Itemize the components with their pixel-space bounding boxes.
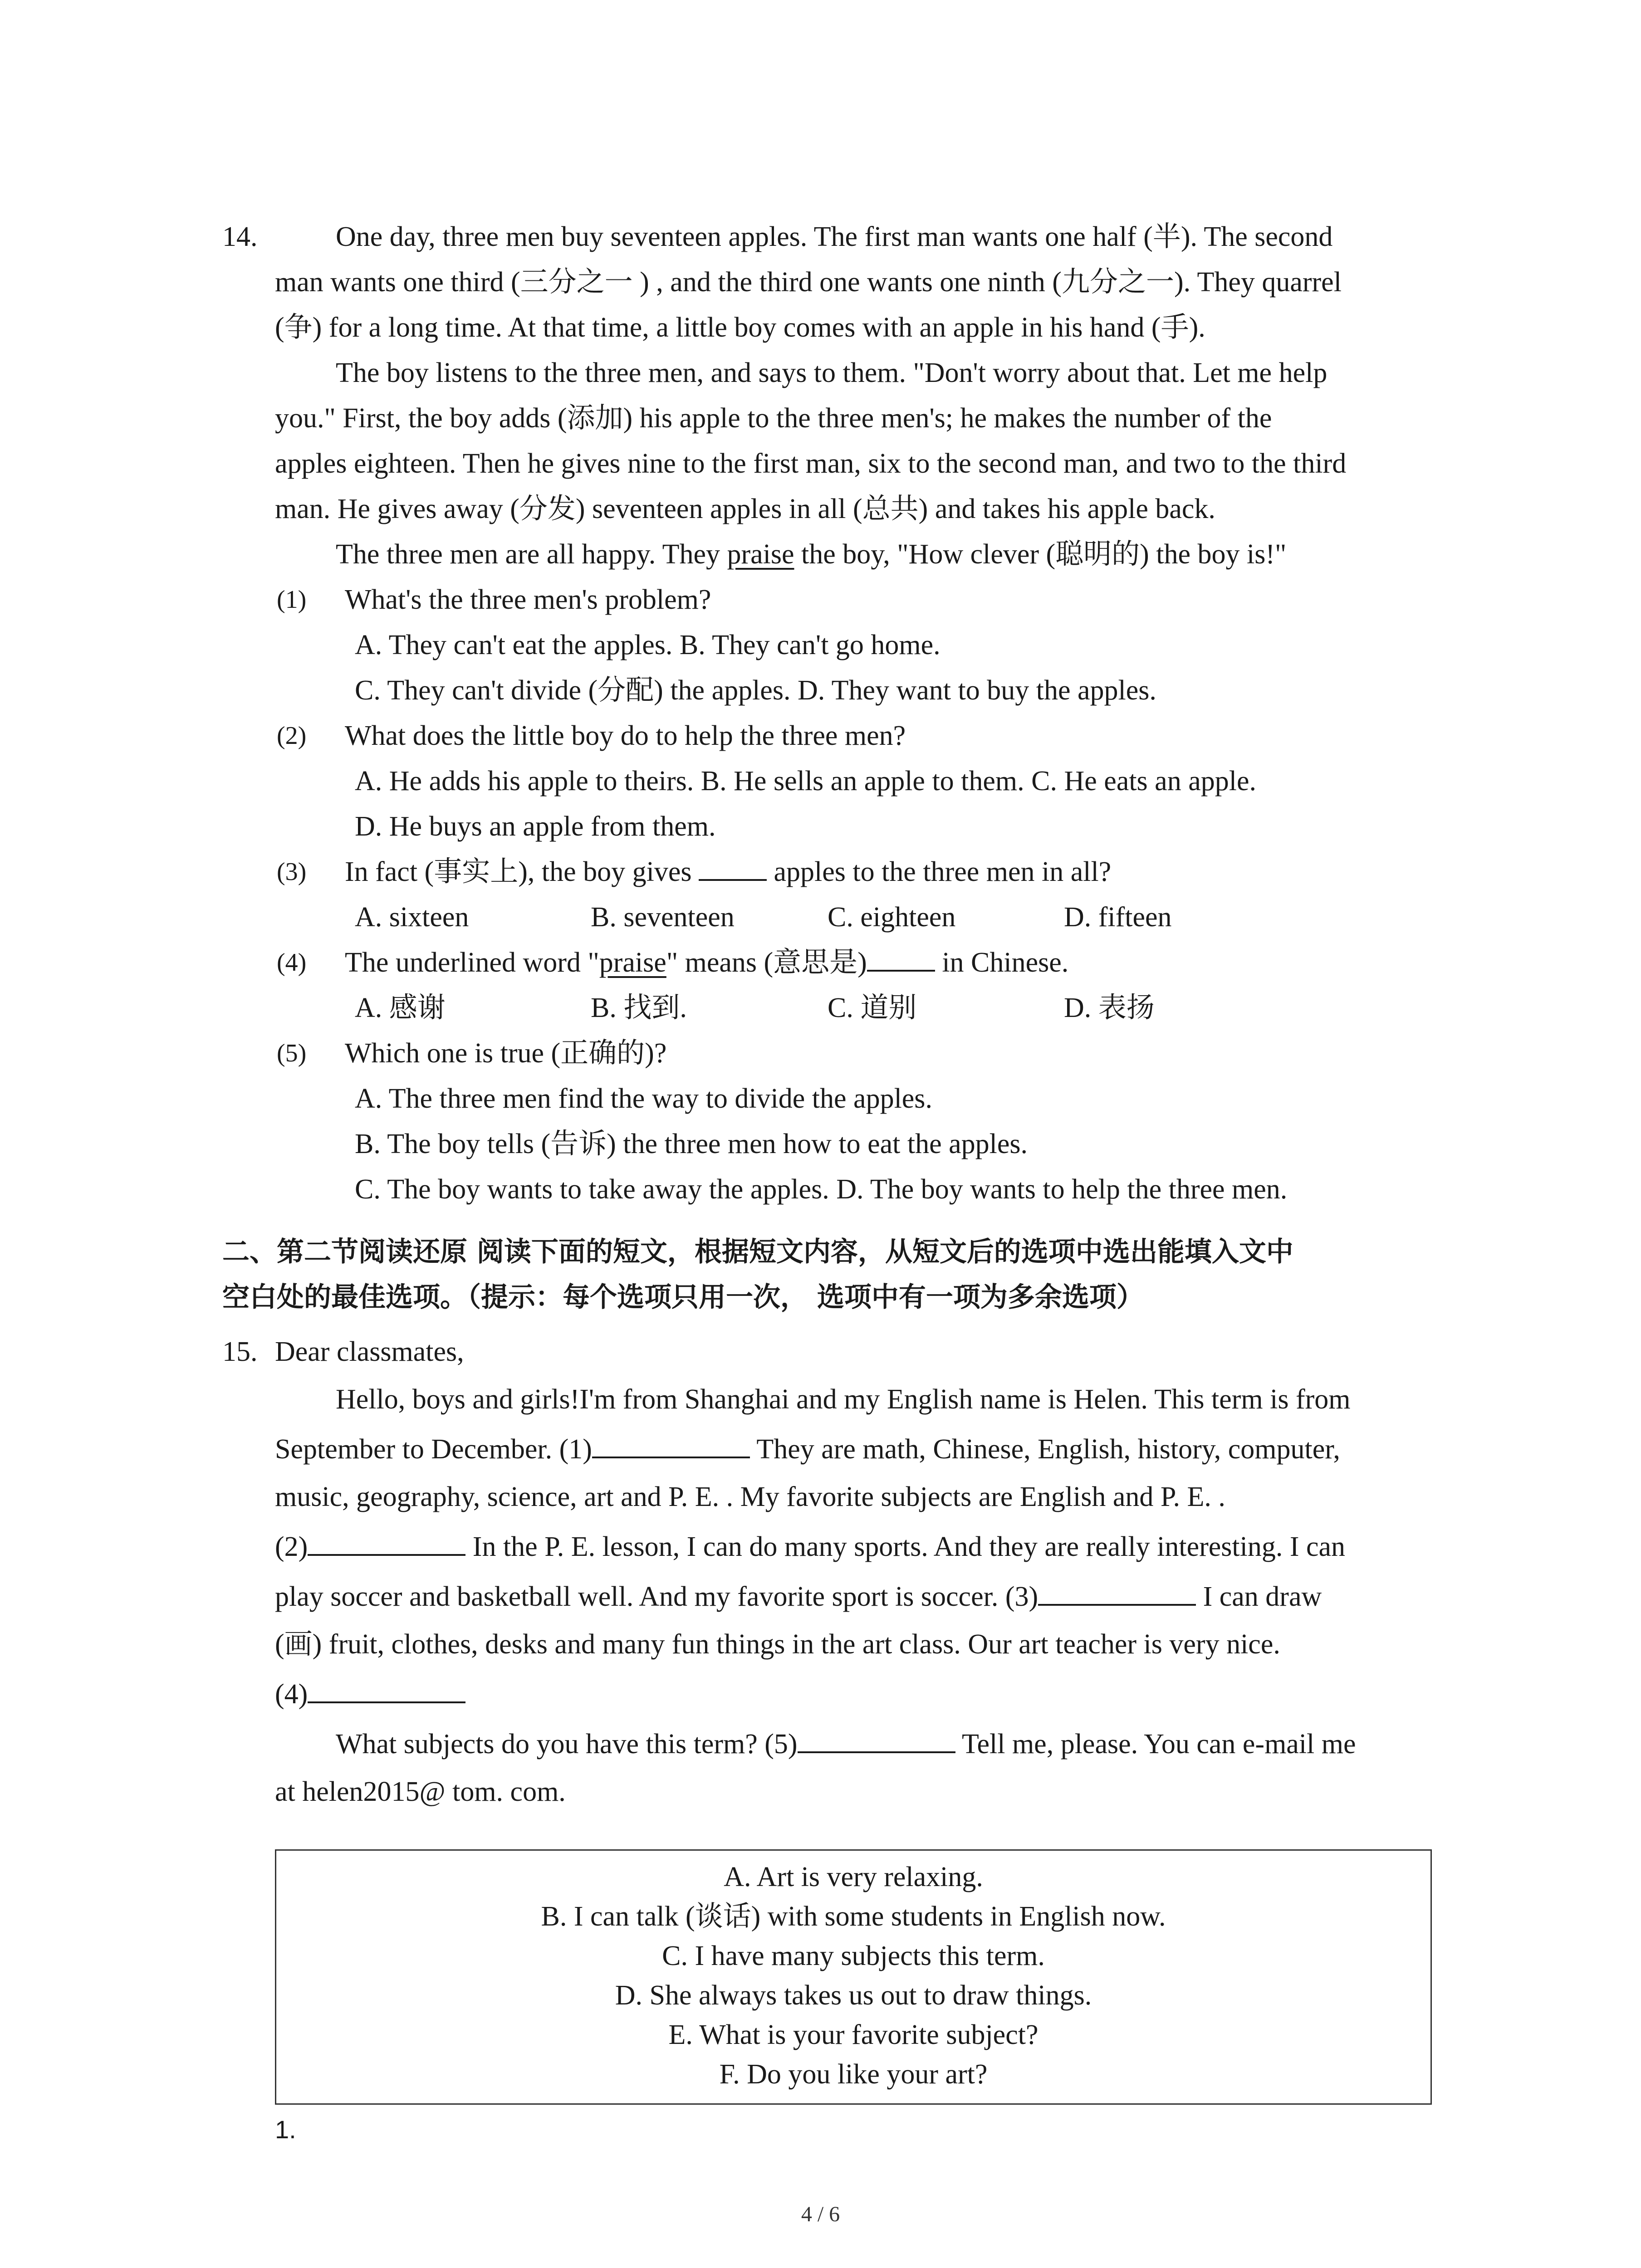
passage-line	[275, 1524, 1345, 1569]
question-stem	[345, 849, 1111, 894]
choice-option: F. Do you like your art?	[719, 2059, 988, 2090]
choice-option: A. Art is very relaxing.	[724, 1862, 983, 1892]
passage-line: you." First, the boy adds (添加) his apple to the three men's; he makes the number of the	[275, 403, 1272, 434]
answer-option: A. They can't eat the apples. B. They can't go home.	[355, 630, 941, 660]
answer-blank[interactable]	[798, 1724, 955, 1753]
question-stem: What's the three men's problem?	[345, 584, 711, 615]
text-segment: apples to the three men in all?	[766, 856, 1112, 887]
passage-line	[275, 1427, 1340, 1472]
passage-line	[275, 1574, 1322, 1619]
answer-blank[interactable]	[867, 943, 935, 972]
answer-option: D. fifteen	[1064, 902, 1172, 933]
passage-line	[336, 532, 1286, 577]
answer-option: B. 找到.	[591, 992, 687, 1023]
answer-option: C. 道别	[828, 992, 917, 1023]
passage-line	[336, 1721, 1356, 1767]
sub-question-label: (5)	[277, 1039, 307, 1067]
text-segment: the boy, "How clever (聪明的) the boy is!"	[794, 539, 1287, 570]
passage-line: One day, three men buy seventeen apples. The first man wants one half (半). The second	[336, 221, 1333, 252]
question-stem: What does the little boy do to help the three men?	[345, 720, 906, 751]
passage-line: (争) for a long time. At that time, a little boy comes with an apple in his hand (手).	[275, 312, 1205, 343]
choice-option: D. She always takes us out to draw things.	[615, 1980, 1092, 2011]
sub-question-label: (1)	[277, 586, 307, 614]
text-segment: Tell me, please. You can e-mail me	[955, 1729, 1356, 1760]
answer-option: B. The boy tells (告诉) the three men how to eat the apples.	[355, 1129, 1028, 1159]
passage-line: Hello, boys and girls!I'm from Shanghai and my English name is Helen. This term is from	[336, 1384, 1351, 1415]
sub-question-label: (2)	[277, 722, 307, 750]
text-segment: What subjects do you have this term? (5)	[336, 1729, 798, 1760]
passage-line: (画) fruit, clothes, desks and many fun things in the art class. Our art teacher is very nice.	[275, 1629, 1280, 1660]
text-segment: (4)	[275, 1679, 308, 1710]
answer-option: C. They can't divide (分配) the apples. D. They want to buy the apples.	[355, 675, 1156, 706]
question-number: 15.	[222, 1336, 258, 1367]
options-box	[275, 1849, 1432, 2105]
passage-line: apples eighteen. Then he gives nine to the first man, six to the second man, and two to the third	[275, 448, 1347, 479]
passage-line	[275, 1672, 465, 1717]
answer-option: C. eighteen	[828, 902, 956, 933]
text-segment: " means (意思是)	[666, 947, 867, 978]
question-stem: Which one is true (正确的)?	[345, 1038, 667, 1069]
text-segment: in Chinese.	[935, 947, 1069, 978]
text-segment: The three men are all happy. They	[336, 539, 727, 570]
underlined-word: praise	[727, 539, 794, 570]
choice-option: B. I can talk (谈话) with some students in English now.	[541, 1901, 1166, 1932]
text-segment: In the P. E. lesson, I can do many sports. And they are really interesting. I can	[465, 1531, 1346, 1562]
text-segment: play soccer and basketball well. And my favorite sport is soccer. (3)	[275, 1581, 1038, 1612]
passage-line: man. He gives away (分发) seventeen apples in all (总共) and takes his apple back.	[275, 494, 1215, 524]
sub-question-label: (4)	[277, 948, 307, 977]
sub-question-label: (3)	[277, 858, 307, 886]
answer-blank[interactable]	[308, 1674, 465, 1703]
letter-greeting: Dear classmates,	[275, 1336, 464, 1367]
text-segment: They are math, Chinese, English, history, computer,	[749, 1434, 1340, 1465]
choice-option: E. What is your favorite subject?	[668, 2019, 1038, 2050]
answer-option: C. The boy wants to take away the apples. D. The boy wants to help the three men.	[355, 1174, 1288, 1205]
answer-blank[interactable]	[308, 1527, 465, 1556]
question-stem	[345, 940, 1068, 985]
passage-line: man wants one third (三分之一 ) , and the third one wants one ninth (九分之一). They quarrel	[275, 267, 1342, 298]
answer-option: B. seventeen	[591, 902, 735, 933]
passage-line: The boy listens to the three men, and says to them. "Don't worry about that. Let me help	[336, 357, 1327, 388]
section-heading: 空白处的最佳选项。（提示：每个选项只用一次， 选项中有一项为多余选项）	[222, 1281, 1144, 1313]
question-number: 14.	[222, 221, 258, 252]
answer-blank[interactable]	[592, 1429, 750, 1458]
section-heading: 二、第二节阅读还原 阅读下面的短文，根据短文内容，从短文后的选项中选出能填入文中	[222, 1236, 1293, 1268]
text-segment: (2)	[275, 1531, 308, 1562]
answer-blank[interactable]	[699, 852, 767, 881]
answer-option: A. 感谢	[355, 992, 446, 1023]
passage-line: music, geography, science, art and P. E. . My favorite subjects are English and P. E. .	[275, 1481, 1225, 1512]
answer-number: 1.	[275, 2115, 296, 2144]
answer-blank[interactable]	[1038, 1577, 1196, 1606]
choice-option: C. I have many subjects this term.	[662, 1941, 1045, 1971]
answer-option: A. The three men find the way to divide the apples.	[355, 1083, 932, 1114]
text-segment: September to December. (1)	[275, 1434, 592, 1465]
underlined-word: praise	[599, 947, 666, 978]
page-number: 4 / 6	[801, 2202, 840, 2226]
text-segment: In fact (事实上), the boy gives	[345, 856, 699, 887]
text-segment: The underlined word "	[345, 947, 599, 978]
answer-option: D. 表扬	[1064, 992, 1155, 1023]
text-segment: I can draw	[1196, 1581, 1322, 1612]
answer-option: D. He buys an apple from them.	[355, 811, 716, 842]
answer-option: A. He adds his apple to theirs. B. He sells an apple to them. C. He eats an apple.	[355, 766, 1256, 797]
passage-line: at helen2015@ tom. com.	[275, 1776, 566, 1807]
answer-option: A. sixteen	[355, 902, 469, 933]
